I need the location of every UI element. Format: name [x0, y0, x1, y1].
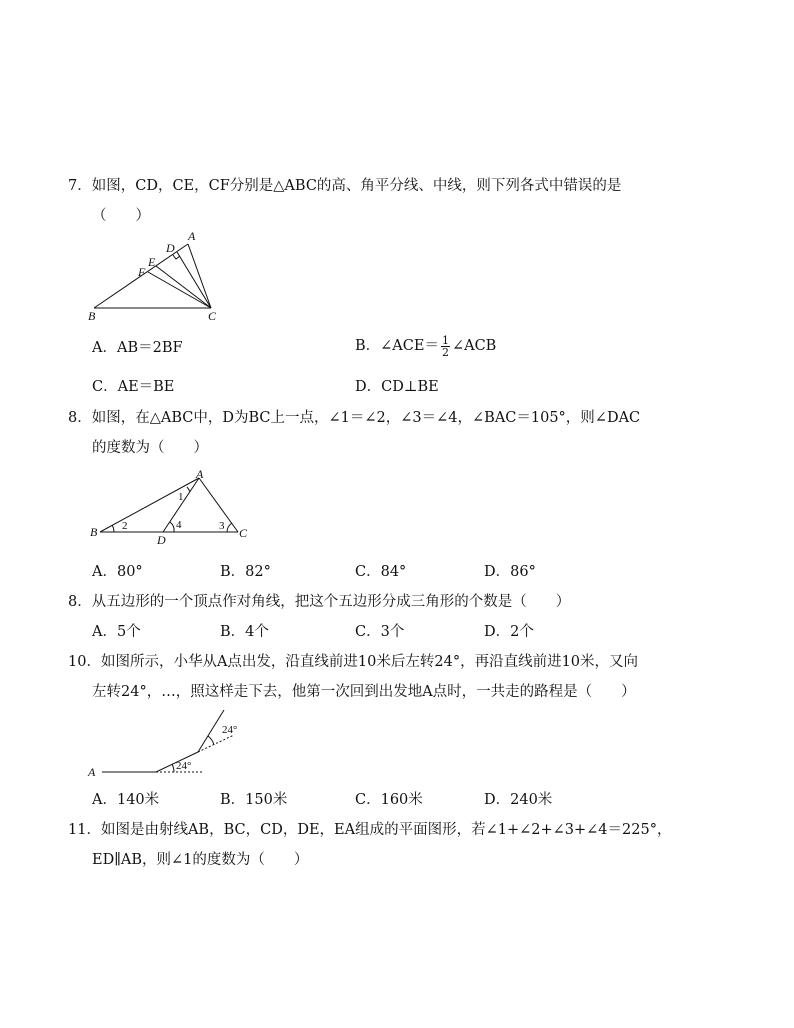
q7-fraction-numerator: 1	[441, 333, 449, 347]
q10-angle-arc-2	[208, 736, 214, 745]
q10-path-diagram	[84, 700, 254, 780]
q7-label-c: C	[208, 309, 217, 323]
q10-angle-arc-1	[172, 764, 174, 772]
q7-triangle-diagram	[84, 228, 244, 324]
q10-option-d[interactable]: D．240米	[484, 792, 553, 808]
q10-label-a: A	[88, 765, 96, 779]
q8a-arc-4	[170, 522, 174, 532]
q10-option-a[interactable]: A．140米	[92, 792, 160, 808]
q8b-option-c[interactable]: C．3个	[355, 624, 405, 640]
q8a-triangle-diagram	[86, 466, 256, 546]
q11-stem-line2: ED∥AB，则∠1的度数为（ ）	[92, 852, 309, 868]
q10-segment-3	[198, 710, 224, 752]
q7-label-a: A	[188, 229, 196, 243]
q8a-label-d: D	[157, 533, 166, 546]
q8a-arc-2	[112, 525, 114, 532]
q8b-option-b[interactable]: B．4个	[220, 624, 269, 640]
q7-option-b-fraction	[441, 335, 450, 358]
q7-label-d: D	[166, 241, 175, 255]
q7-label-f: F	[138, 265, 146, 279]
q8a-label-2: 2	[122, 520, 128, 532]
q8a-label-1: 1	[178, 491, 184, 503]
q8a-option-d[interactable]: D．86°	[484, 564, 536, 580]
q7-option-b-prefix: B．∠ACE＝	[355, 338, 439, 354]
q7-label-e: E	[148, 255, 156, 269]
q7-stem-line1: 7．如图，CD，CE，CF分别是△ABC的高、角平分线、中线，则下列各式中错误的是	[68, 178, 622, 194]
q8a-stem-line1: 8．如图，在△ABC中，D为BC上一点，∠1＝∠2，∠3＝∠4，∠BAC＝105°，则∠DAC	[68, 410, 641, 426]
q10-option-c[interactable]: C．160米	[355, 792, 423, 808]
q8a-arc-1	[187, 487, 190, 492]
q8b-option-d[interactable]: D．2个	[484, 624, 534, 640]
q8a-stem-line2: 的度数为（ ）	[92, 440, 208, 456]
q8a-label-4: 4	[176, 519, 182, 531]
q8b-option-a[interactable]: A．5个	[92, 624, 141, 640]
q7-median-cf	[148, 272, 211, 308]
q10-label-angle-2: 24°	[222, 724, 238, 736]
q7-option-b[interactable]	[355, 334, 496, 358]
q8a-option-c[interactable]: C．84°	[355, 564, 407, 580]
q11-stem-line1: 11．如图是由射线AB，BC，CD，DE，EA组成的平面图形，若∠1+∠2+∠3+∠4＝225°，	[68, 822, 672, 838]
q7-option-d[interactable]: D．CD⊥BE	[355, 379, 439, 395]
q8a-option-a[interactable]: A．80°	[92, 564, 143, 580]
q10-option-b[interactable]: B．150米	[220, 792, 288, 808]
q10-label-angle-1: 24°	[176, 760, 192, 772]
q7-option-c[interactable]: C．AE＝BE	[92, 379, 175, 395]
q8a-label-a: A	[196, 467, 204, 481]
q8a-label-b: B	[90, 525, 98, 539]
q10-figure	[84, 700, 254, 780]
q10-stem-line2: 左转24°，…，照这样走下去，他第一次回到出发地A点时，一共走的路程是（ ）	[92, 684, 636, 700]
q7-fraction-denominator: 2	[441, 345, 449, 359]
q7-stem-line2: （ ）	[92, 208, 150, 224]
q8a-option-b[interactable]: B．82°	[220, 564, 271, 580]
q8a-arc-3	[227, 523, 232, 532]
q7-bisector-ce	[156, 266, 211, 308]
q8a-label-c: C	[239, 526, 248, 540]
q10-stem-line1: 10．如图所示，小华从A点出发，沿直线前进10米后左转24°，再沿直线前进10米，又向	[68, 654, 639, 670]
q7-label-b: B	[88, 309, 96, 323]
q8b-stem-line1: 8．从五边形的一个顶点作对角线，把这个五边形分成三角形的个数是（ ）	[68, 594, 571, 610]
q7-option-a[interactable]: A．AB＝2BF	[92, 340, 183, 356]
q8a-side-ab	[100, 478, 199, 532]
q7-option-b-suffix: ∠ACB	[451, 338, 497, 354]
q8a-label-3: 3	[219, 520, 225, 532]
q8a-figure	[86, 466, 256, 546]
q7-figure	[84, 228, 244, 324]
